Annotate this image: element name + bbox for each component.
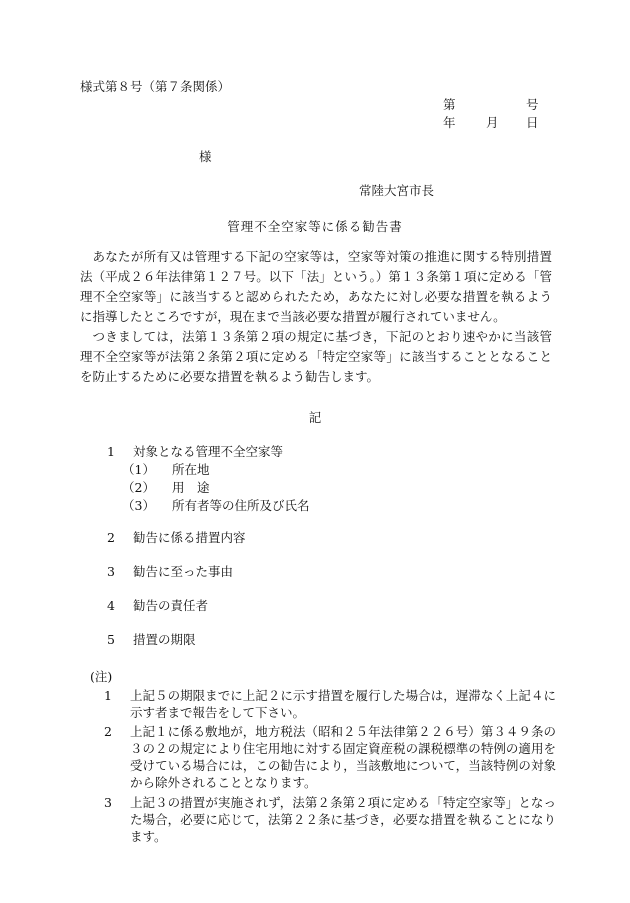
sub-list-item bbox=[122, 462, 210, 478]
note-number: 2 bbox=[104, 724, 112, 739]
sub-list-item bbox=[122, 480, 210, 496]
item-label: 勧告に係る措置内容 bbox=[133, 530, 246, 545]
ki-heading: 記 bbox=[308, 410, 322, 425]
item-number: 1 bbox=[107, 444, 115, 459]
addressee: 様 bbox=[199, 149, 212, 164]
sub-list-item bbox=[122, 498, 310, 514]
note-item bbox=[104, 723, 556, 791]
body-paragraph-1: あなたが所有又は管理する下記の空家等は，空家等対策の推進に関する特別措置法（平成２６年法律第１２７号。以下「法」という。）第１３条第１項に定める「管理不全空家等」に該当すると認められたため，あなたに対し必要な措置を執るように指導したところですが，現在まで当該必要な措置が履行されていません。 bbox=[80, 249, 552, 324]
doc-number-suffix: 号 bbox=[526, 97, 539, 112]
list-item bbox=[107, 632, 196, 648]
body-paragraph-2: つきましては，法第１３条第２項の規定に基づき，下記のとおり速やかに当該管理不全空家等が法第２条第２項に定める「特定空家等」に該当することとなることを防止するために必要な措置を執るよう勧告します。 bbox=[80, 329, 552, 384]
day-label: 日 bbox=[526, 115, 539, 130]
item-number: 4 bbox=[107, 598, 115, 613]
list-item bbox=[107, 530, 246, 546]
note-item bbox=[104, 687, 556, 721]
list-item bbox=[107, 564, 233, 580]
subitem-label: 所在地 bbox=[172, 462, 210, 477]
note-text: 上記３の措置が実施されず，法第２条第２項に定める「特定空家等」となった場合，必要に応じて，法第２２条に基づき，必要な措置を執ることになります。 bbox=[130, 795, 556, 844]
list-item bbox=[107, 598, 208, 614]
doc-number-label: 第 bbox=[443, 97, 456, 112]
note-number: 3 bbox=[104, 795, 112, 810]
subitem-label: 所有者等の住所及び氏名 bbox=[172, 498, 310, 513]
note-item bbox=[104, 794, 556, 845]
item-number: 2 bbox=[107, 530, 115, 545]
item-label: 対象となる管理不全空家等 bbox=[133, 444, 284, 459]
document-title: 管理不全空家等に係る勧告書 bbox=[227, 219, 403, 234]
list-item bbox=[107, 444, 283, 460]
sender-name: 常陸大宮市長 bbox=[359, 183, 435, 198]
note-text: 上記１に係る敷地が，地方税法（昭和２５年法律第２２６号）第３４９条の３の２の規定により住宅用地に対する固定資産税の課税標準の特例の適用を受けている場合には，この勧告により，当該敷地について，当該特例の対象から除外されることとなります。 bbox=[130, 724, 556, 790]
item-label: 勧告に至った事由 bbox=[133, 564, 234, 579]
notes-heading: (注) bbox=[90, 669, 113, 684]
form-number: 様式第８号（第７条関係） bbox=[80, 79, 231, 94]
subitem-number: （3） bbox=[122, 498, 155, 513]
body-text bbox=[80, 247, 552, 387]
item-label: 措置の期限 bbox=[133, 632, 196, 647]
subitem-number: （1） bbox=[122, 462, 155, 477]
subitem-number: （2） bbox=[122, 480, 155, 495]
year-label: 年 bbox=[443, 115, 456, 130]
note-text: 上記５の期限までに上記２に示す措置を履行した場合は，遅滞なく上記４に示す者まで報告をして下さい。 bbox=[130, 688, 556, 720]
item-number: 3 bbox=[107, 564, 115, 579]
item-number: 5 bbox=[107, 632, 115, 647]
item-label: 勧告の責任者 bbox=[133, 598, 209, 613]
note-number: 1 bbox=[104, 688, 112, 703]
subitem-label: 用 途 bbox=[172, 480, 210, 495]
month-label: 月 bbox=[486, 115, 499, 130]
